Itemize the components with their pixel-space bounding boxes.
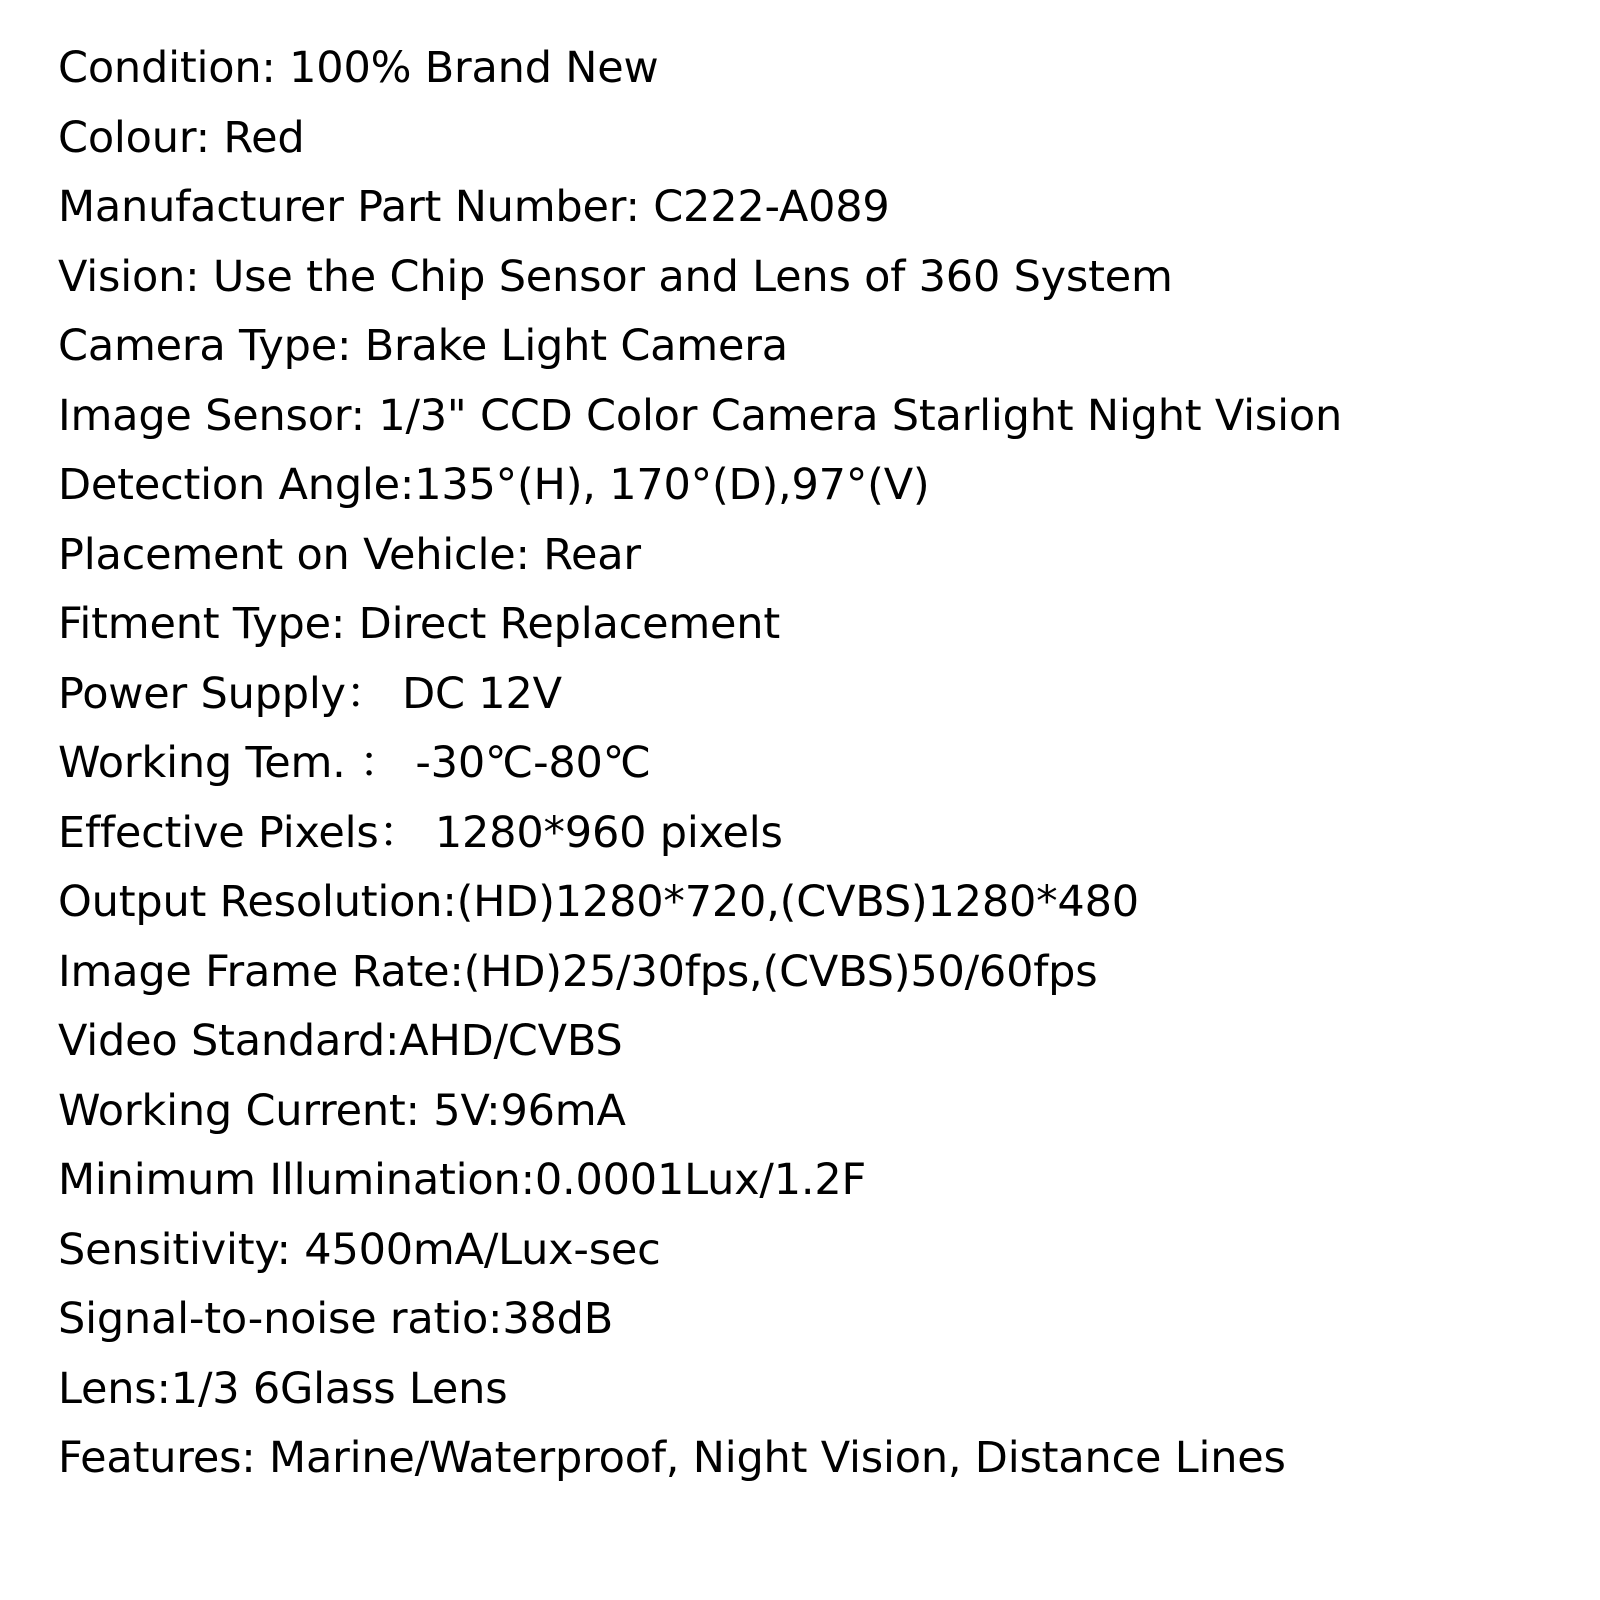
spec-line: Minimum Illumination:0.0001Lux/1.2F [58, 1155, 867, 1205]
spec-line: Detection Angle:135°(H), 170°(D),97°(V) [58, 460, 930, 510]
spec-line: Signal-to-noise ratio:38dB [58, 1294, 614, 1344]
spec-line: Effective Pixels： 1280*960 pixels [58, 807, 783, 858]
spec-line: Placement on Vehicle: Rear [58, 529, 641, 580]
spec-line: Camera Type: Brake Light Camera [58, 321, 788, 371]
spec-line: Working Current: 5V:96mA [58, 1085, 626, 1136]
spec-line: Image Frame Rate:(HD)25/30fps,(CVBS)50/60fps [58, 946, 1098, 997]
spec-line: Vision: Use the Chip Sensor and Lens of 360 System [58, 251, 1173, 302]
spec-line: Image Sensor: 1/3" CCD Color Camera Starlight Night Vision [58, 390, 1343, 441]
spec-line: Working Tem. ： -30℃-80℃ [58, 738, 651, 788]
spec-line: Video Standard:AHD/CVBS [58, 1016, 623, 1066]
spec-line: Sensitivity: 4500mA/Lux-sec [58, 1224, 661, 1275]
spec-line: Fitment Type: Direct Replacement [58, 599, 781, 649]
spec-line: Output Resolution:(HD)1280*720,(CVBS)1280*480 [58, 877, 1139, 927]
spec-line: Colour: Red [58, 112, 305, 163]
spec-line: Lens:1/3 6Glass Lens [58, 1363, 508, 1414]
spec-line: Power Supply： DC 12V [58, 668, 562, 719]
spec-line: Condition: 100% Brand New [58, 43, 659, 93]
spec-line: Manufacturer Part Number: C222-A089 [58, 182, 890, 232]
spec-line: Features: Marine/Waterproof, Night Vision, Distance Lines [58, 1433, 1286, 1483]
